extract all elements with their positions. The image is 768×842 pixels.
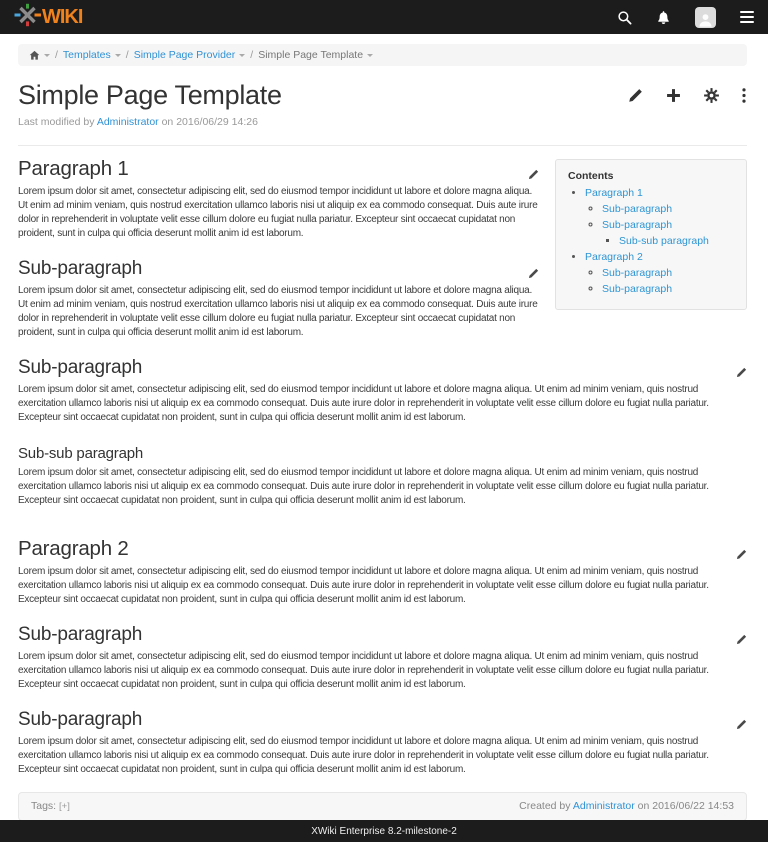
- toc-item: [619, 234, 734, 249]
- tags-label: Tags:: [31, 799, 57, 812]
- drawer-menu-icon[interactable]: [740, 11, 754, 23]
- breadcrumb-separator: /: [125, 49, 129, 61]
- created-suffix: on 2016/06/22 14:53: [637, 799, 734, 812]
- section-edit-pencil-icon[interactable]: [528, 264, 539, 284]
- toc-link-sub-paragraph[interactable]: Sub-paragraph: [602, 266, 673, 279]
- breadcrumb-separator: /: [250, 49, 254, 61]
- section-edit-pencil-icon[interactable]: [736, 543, 747, 565]
- toc-item: [602, 202, 734, 217]
- table-of-contents: [555, 159, 747, 309]
- breadcrumb-caret-icon[interactable]: [44, 54, 50, 57]
- toc-link-paragraph-2[interactable]: Paragraph 2: [585, 250, 643, 263]
- section-heading: Sub-paragraph: [18, 257, 143, 279]
- content-section: [18, 625, 747, 692]
- section-heading: Sub-paragraph: [18, 356, 143, 378]
- section-heading: Paragraph 2: [18, 537, 129, 561]
- toc-link-sub-sub-paragraph[interactable]: Sub-sub paragraph: [619, 234, 709, 247]
- page-title: Simple Page Template: [18, 80, 282, 110]
- add-tag-button[interactable]: [+]: [59, 800, 70, 812]
- version-label: XWiki Enterprise 8.2-milestone-2: [311, 825, 457, 837]
- toc-link-sub-paragraph[interactable]: Sub-paragraph: [602, 203, 673, 216]
- created-line: [519, 800, 734, 812]
- xwiki-logo-text: WIKI: [42, 6, 83, 28]
- section-heading: Sub-sub paragraph: [18, 444, 144, 462]
- toc-item: [602, 282, 734, 297]
- toc-list: [568, 186, 734, 296]
- section-heading: Sub-paragraph: [18, 708, 143, 730]
- last-modified-line: [18, 116, 747, 128]
- content-section: [18, 538, 747, 607]
- version-bar: [0, 820, 768, 842]
- breadcrumb-caret-icon[interactable]: [239, 54, 245, 57]
- user-avatar[interactable]: [695, 7, 716, 28]
- navbar-actions: [617, 7, 754, 28]
- search-icon[interactable]: [617, 10, 632, 25]
- section-edit-pencil-icon[interactable]: [528, 163, 539, 185]
- settings-gear-icon[interactable]: [704, 88, 719, 103]
- toc-item: [585, 250, 734, 297]
- top-navbar: [0, 0, 768, 34]
- tags-area: [31, 800, 70, 812]
- header-divider: [18, 145, 747, 146]
- toc-link-paragraph-1[interactable]: Paragraph 1: [585, 187, 643, 200]
- content-section: [18, 446, 747, 509]
- document-footer: [18, 792, 747, 820]
- toc-link-sub-paragraph[interactable]: Sub-paragraph: [602, 282, 673, 295]
- toc-item: [602, 218, 734, 249]
- page-header: [18, 81, 747, 109]
- section-paragraph: Lorem ipsum dolor sit amet, consectetur adipiscing elit, sed do eiusmod tempor incididunt ut labore et dolore magna aliqua. Ut enim ad minim veniam, quis nostrud exercitation ullamco laboris nisi ut aliquip ex ea commodo consequat. Duis aute irure dolor in reprehenderit in voluptate velit esse cillum dolore eu fugiat nulla pariatur. Excepteur sint occaecat cupidatat non proident, sunt in culpa qui officia deserunt mollit anim id est laborum.: [18, 566, 709, 605]
- main-container: [0, 34, 768, 820]
- toc-link-sub-paragraph[interactable]: Sub-paragraph: [602, 219, 673, 232]
- document-content: [18, 158, 747, 777]
- last-modified-user-link[interactable]: Administrator: [96, 116, 159, 129]
- more-actions-kebab-icon[interactable]: [742, 88, 746, 103]
- section-edit-pencil-icon[interactable]: [736, 630, 747, 650]
- section-paragraph: Lorem ipsum dolor sit amet, consectetur adipiscing elit, sed do eiusmod tempor incididunt ut labore et dolore magna aliqua. Ut enim ad minim veniam, quis nostrud exercitation ullamco laboris nisi ut aliquip ex ea commodo consequat. Duis aute irure dolor in reprehenderit in voluptate velit esse cillum dolore eu fugiat nulla pariatur. Excepteur sint occaecat cupidatat non proident, sunt in culpa qui officia deserunt mollit anim id est laborum.: [18, 284, 538, 338]
- section-edit-pencil-icon[interactable]: [736, 363, 747, 383]
- xwiki-logo[interactable]: [14, 3, 82, 32]
- created-user-link[interactable]: Administrator: [572, 799, 635, 812]
- toc-title: Contents: [568, 170, 614, 183]
- section-paragraph: Lorem ipsum dolor sit amet, consectetur adipiscing elit, sed do eiusmod tempor incididunt ut labore et dolore magna aliqua. Ut enim ad minim veniam, quis nostrud exercitation ullamco laboris nisi ut aliquip ex ea commodo consequat. Duis aute irure dolor in reprehenderit in voluptate velit esse cillum dolore eu fugiat nulla pariatur. Excepteur sint occaecat cupidatat non proident, sunt in culpa qui officia deserunt mollit anim id est laborum.: [18, 383, 709, 423]
- toc-item: [602, 266, 734, 281]
- create-plus-icon[interactable]: [666, 88, 681, 103]
- section-paragraph: Lorem ipsum dolor sit amet, consectetur adipiscing elit, sed do eiusmod tempor incididunt ut labore et dolore magna aliqua. Ut enim ad minim veniam, quis nostrud exercitation ullamco laboris nisi ut aliquip ex ea commodo consequat. Duis aute irure dolor in reprehenderit in voluptate velit esse cillum dolore eu fugiat nulla pariatur. Excepteur sint occaecat cupidatat non proident, sunt in culpa qui officia deserunt mollit anim id est laborum.: [18, 185, 538, 239]
- breadcrumb-item-current: Simple Page Template: [258, 49, 364, 61]
- edit-pencil-icon[interactable]: [628, 88, 643, 103]
- home-icon[interactable]: [29, 50, 40, 61]
- section-paragraph: Lorem ipsum dolor sit amet, consectetur adipiscing elit, sed do eiusmod tempor incididunt ut labore et dolore magna aliqua. Ut enim ad minim veniam, quis nostrud exercitation ullamco laboris nisi ut aliquip ex ea commodo consequat. Duis aute irure dolor in reprehenderit in voluptate velit esse cillum dolore eu fugiat nulla pariatur. Excepteur sint occaecat cupidatat non proident, sunt in culpa qui officia deserunt mollit anim id est laborum.: [18, 735, 709, 775]
- last-modified-suffix: on 2016/06/29 14:26: [161, 116, 258, 129]
- section-paragraph: Lorem ipsum dolor sit amet, consectetur adipiscing elit, sed do eiusmod tempor incididunt ut labore et dolore magna aliqua. Ut enim ad minim veniam, quis nostrud exercitation ullamco laboris nisi ut aliquip ex ea commodo consequat. Duis aute irure dolor in reprehenderit in voluptate velit esse cillum dolore eu fugiat nulla pariatur. Excepteur sint occaecat cupidatat non proident, sunt in culpa qui officia deserunt mollit anim id est laborum.: [18, 467, 709, 507]
- breadcrumb-separator: /: [55, 49, 58, 61]
- xwiki-logo-asterisk-icon: [14, 3, 41, 32]
- section-edit-pencil-icon[interactable]: [736, 715, 747, 735]
- breadcrumb-caret-icon[interactable]: [115, 54, 121, 57]
- breadcrumb-item-simple-page-provider[interactable]: Simple Page Provider: [133, 49, 236, 61]
- notifications-bell-icon[interactable]: [656, 9, 671, 25]
- last-modified-prefix: Last modified by: [18, 116, 95, 129]
- breadcrumb: [18, 44, 747, 66]
- breadcrumb-caret-icon[interactable]: [367, 54, 373, 57]
- section-paragraph: Lorem ipsum dolor sit amet, consectetur adipiscing elit, sed do eiusmod tempor incididunt ut labore et dolore magna aliqua. Ut enim ad minim veniam, quis nostrud exercitation ullamco laboris nisi ut aliquip ex ea commodo consequat. Duis aute irure dolor in reprehenderit in voluptate velit esse cillum dolore eu fugiat nulla pariatur. Excepteur sint occaecat cupidatat non proident, sunt in culpa qui officia deserunt mollit anim id est laborum.: [18, 650, 709, 690]
- section-heading: Paragraph 1: [18, 157, 129, 181]
- content-section: [18, 358, 747, 425]
- toc-item: [585, 186, 734, 249]
- created-prefix: Created by: [519, 799, 571, 812]
- section-heading: Sub-paragraph: [18, 624, 143, 645]
- content-section: [18, 710, 747, 777]
- breadcrumb-item-templates[interactable]: Templates: [62, 49, 111, 61]
- page-actions: [628, 81, 747, 103]
